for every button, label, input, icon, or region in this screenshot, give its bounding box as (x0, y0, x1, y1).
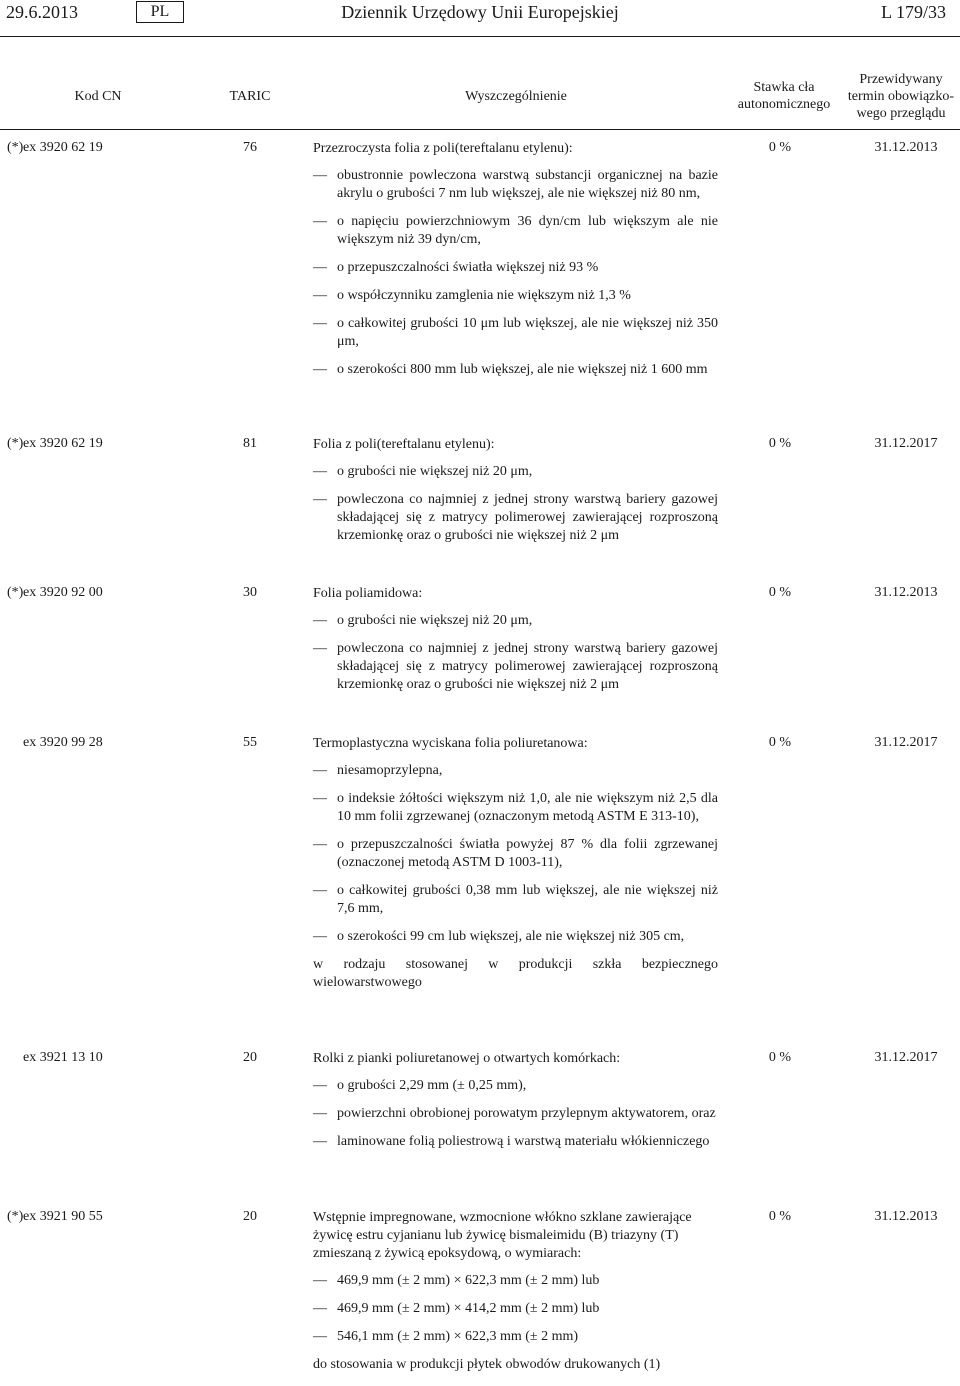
description-intro: Folia poliamidowa: (313, 586, 423, 601)
term-header-line-1: Przewidywany (859, 72, 943, 87)
publication-date: 29.6.2013 (6, 2, 78, 22)
duty-rate: 0 % (768, 735, 792, 750)
description-item (313, 790, 718, 826)
dash-bullet: — (313, 492, 327, 507)
description-item (313, 882, 718, 918)
description-item (313, 315, 718, 351)
dash-bullet: — (313, 1273, 327, 1288)
description-item-text: 546,1 mm (± 2 mm) × 622,3 mm (± 2 mm) (337, 1329, 579, 1344)
rate-header-line-1: Stawka cła (753, 80, 815, 95)
dash-bullet: — (313, 1301, 327, 1316)
review-term-date: 31.12.2013 (874, 585, 938, 600)
description-item (313, 259, 718, 277)
description-intro: Rolki z pianki poliuretanowej o otwartych komórkach: (313, 1051, 621, 1066)
column-header-review-term (842, 71, 960, 122)
description-item-text: o całkowitej grubości 10 μm lub większej, ale nie większej niż 350 μm, (337, 316, 718, 349)
taric-code: 20 (243, 1050, 257, 1065)
duty-rate: 0 % (768, 436, 792, 451)
description-item-text: 469,9 mm (± 2 mm) × 414,2 mm (± 2 mm) lub (337, 1301, 600, 1316)
column-header-description: Wyszczególnienie (465, 89, 567, 104)
description-intro: Termoplastyczna wyciskana folia poliuretanowa: (313, 736, 588, 751)
description-item (313, 1328, 718, 1346)
term-header-line-2: termin obowiązko- (847, 89, 955, 104)
dash-bullet: — (313, 641, 327, 656)
dash-bullet: — (313, 1078, 327, 1093)
dash-bullet: — (313, 1106, 327, 1121)
footnote-marker: (*) (7, 140, 24, 155)
description-item (313, 491, 718, 545)
description-item-text: laminowane folią poliestrową i warstwą materiału włókienniczego (337, 1134, 710, 1149)
description-item (313, 1077, 718, 1095)
review-term-date: 31.12.2017 (874, 1050, 938, 1065)
cn-code-cell (7, 1209, 125, 1225)
description-item-text: o przepuszczalności światła większej niż 93 % (337, 260, 599, 275)
rate-header-line-2: autonomicznego (737, 97, 831, 112)
description-item (313, 287, 718, 305)
description-intro: Wstępnie impregnowane, wzmocnione włókno szklane zawierające żywicę estru cyjanianu lub żywicę bismaleimidu (B) triazyny (T) zmieszaną z żywicą epoksydową, o wymiarach: (313, 1210, 692, 1261)
cn-code: ex 3921 13 10 (23, 1050, 103, 1065)
review-term-date: 31.12.2013 (874, 140, 938, 155)
cn-code: ex 3921 90 55 (23, 1209, 103, 1224)
duty-rate: 0 % (768, 1050, 792, 1065)
description-cell (313, 585, 718, 704)
description-item (313, 361, 718, 379)
footnote-marker: (*) (7, 436, 24, 451)
description-item-text: powierzchni obrobionej porowatym przylepnym aktywatorem, oraz (337, 1106, 716, 1121)
description-intro: Przezroczysta folia z poli(tereftalanu etylenu): (313, 141, 573, 156)
footnote-marker: (*) (7, 1209, 24, 1224)
term-header-line-3: wego przeglądu (856, 106, 946, 121)
page-reference: L 179/33 (881, 2, 946, 22)
description-item-text: o całkowitej grubości 0,38 mm lub większej, ale nie większej niż 7,6 mm, (337, 883, 718, 916)
header-top-rule (0, 36, 960, 37)
description-note: w rodzaju stosowanej w produkcji szkła bezpiecznego wielowarstwowego (313, 957, 718, 990)
cn-code: ex 3920 99 28 (23, 735, 103, 750)
description-item (313, 1300, 718, 1318)
dash-bullet: — (313, 929, 327, 944)
description-item-text: o szerokości 99 cm lub większej, ale nie większej niż 305 cm, (337, 929, 685, 944)
review-term-date: 31.12.2017 (874, 436, 938, 451)
description-item (313, 463, 718, 481)
description-item-text: powleczona co najmniej z jednej strony warstwą bariery gazowej składającej się z matrycy polimerowej zawierającej rozproszoną krzemionkę oraz o grubości nie większej niż 2 μm (337, 492, 718, 543)
dash-bullet: — (313, 288, 327, 303)
dash-bullet: — (313, 613, 327, 628)
description-intro: Folia z poli(tereftalanu etylenu): (313, 437, 495, 452)
description-item-text: obustronnie powleczona warstwą substancji organicznej na bazie akrylu o grubości 7 nm lub większej, ale nie większej niż 80 nm, (337, 168, 718, 201)
description-item-text: o szerokości 800 mm lub większej, ale nie większej niż 1 600 mm (337, 362, 708, 377)
footnote-marker: (*) (7, 585, 24, 600)
review-term-date: 31.12.2017 (874, 735, 938, 750)
cn-code-cell (7, 585, 125, 601)
journal-title: Dziennik Urzędowy Unii Europejskiej (341, 2, 619, 22)
taric-code: 30 (243, 585, 257, 600)
description-cell (313, 1209, 718, 1374)
taric-code: 20 (243, 1209, 257, 1224)
cn-code: ex 3920 62 19 (23, 436, 103, 451)
dash-bullet: — (313, 791, 327, 806)
column-header-taric: TARIC (229, 89, 271, 104)
dash-bullet: — (313, 168, 327, 183)
description-item (313, 762, 718, 780)
description-item (313, 640, 718, 694)
cn-code-cell (7, 436, 125, 452)
description-cell (313, 436, 718, 555)
dash-bullet: — (313, 260, 327, 275)
dash-bullet: — (313, 883, 327, 898)
taric-code: 55 (243, 735, 257, 750)
column-header-rate (726, 79, 842, 113)
dash-bullet: — (313, 214, 327, 229)
description-item-text: o przepuszczalności światła powyżej 87 % dla folii zgrzewanej (oznaczonej metodą ASTM D 1003-11), (337, 837, 718, 870)
description-item-text: o grubości nie większej niż 20 μm, (337, 613, 533, 628)
description-item-text: 469,9 mm (± 2 mm) × 622,3 mm (± 2 mm) lub (337, 1273, 600, 1288)
description-item-text: o współczynniku zamglenia nie większym niż 1,3 % (337, 288, 631, 303)
duty-rate: 0 % (768, 140, 792, 155)
description-item (313, 167, 718, 203)
column-header-rule (0, 129, 960, 130)
description-item-text: o grubości 2,29 mm (± 0,25 mm), (337, 1078, 527, 1093)
dash-bullet: — (313, 837, 327, 852)
description-item-text: o indeksie żółtości większym niż 1,0, ale nie większym niż 2,5 dla 10 mm folii zgrzewanej (oznaczonym metodą ASTM E 313-10), (337, 791, 718, 824)
dash-bullet: — (313, 1329, 327, 1344)
dash-bullet: — (313, 763, 327, 778)
taric-code: 76 (243, 140, 257, 155)
taric-code: 81 (243, 436, 257, 451)
column-header-kod-cn: Kod CN (74, 89, 122, 104)
description-item-text: powleczona co najmniej z jednej strony warstwą bariery gazowej składającej się z matrycy polimerowej zawierającej rozproszoną krzemionkę oraz o grubości nie większej niż 2 μm (337, 641, 718, 692)
description-note: do stosowania w produkcji płytek obwodów drukowanych (1) (313, 1357, 661, 1372)
review-term-date: 31.12.2013 (874, 1209, 938, 1224)
description-cell (313, 1050, 718, 1161)
description-cell (313, 735, 718, 992)
description-item (313, 928, 718, 946)
description-item-text: o napięciu powierzchniowym 36 dyn/cm lub większym ale nie większym niż 39 dyn/cm, (337, 214, 718, 247)
dash-bullet: — (313, 316, 327, 331)
description-item (313, 1105, 718, 1123)
cn-code: ex 3920 62 19 (23, 140, 103, 155)
description-item-text: niesamoprzylepna, (337, 763, 443, 778)
cn-code-cell (7, 140, 125, 156)
description-item (313, 612, 718, 630)
dash-bullet: — (313, 1134, 327, 1149)
page-header (0, 0, 960, 28)
language-badge: PL (136, 1, 184, 23)
description-item (313, 1272, 718, 1290)
description-item-text: o grubości nie większej niż 20 μm, (337, 464, 533, 479)
duty-rate: 0 % (768, 1209, 792, 1224)
description-item (313, 213, 718, 249)
duty-rate: 0 % (768, 585, 792, 600)
dash-bullet: — (313, 362, 327, 377)
description-item (313, 1133, 718, 1151)
description-cell (313, 140, 718, 389)
cn-code: ex 3920 92 00 (23, 585, 103, 600)
description-item (313, 836, 718, 872)
dash-bullet: — (313, 464, 327, 479)
